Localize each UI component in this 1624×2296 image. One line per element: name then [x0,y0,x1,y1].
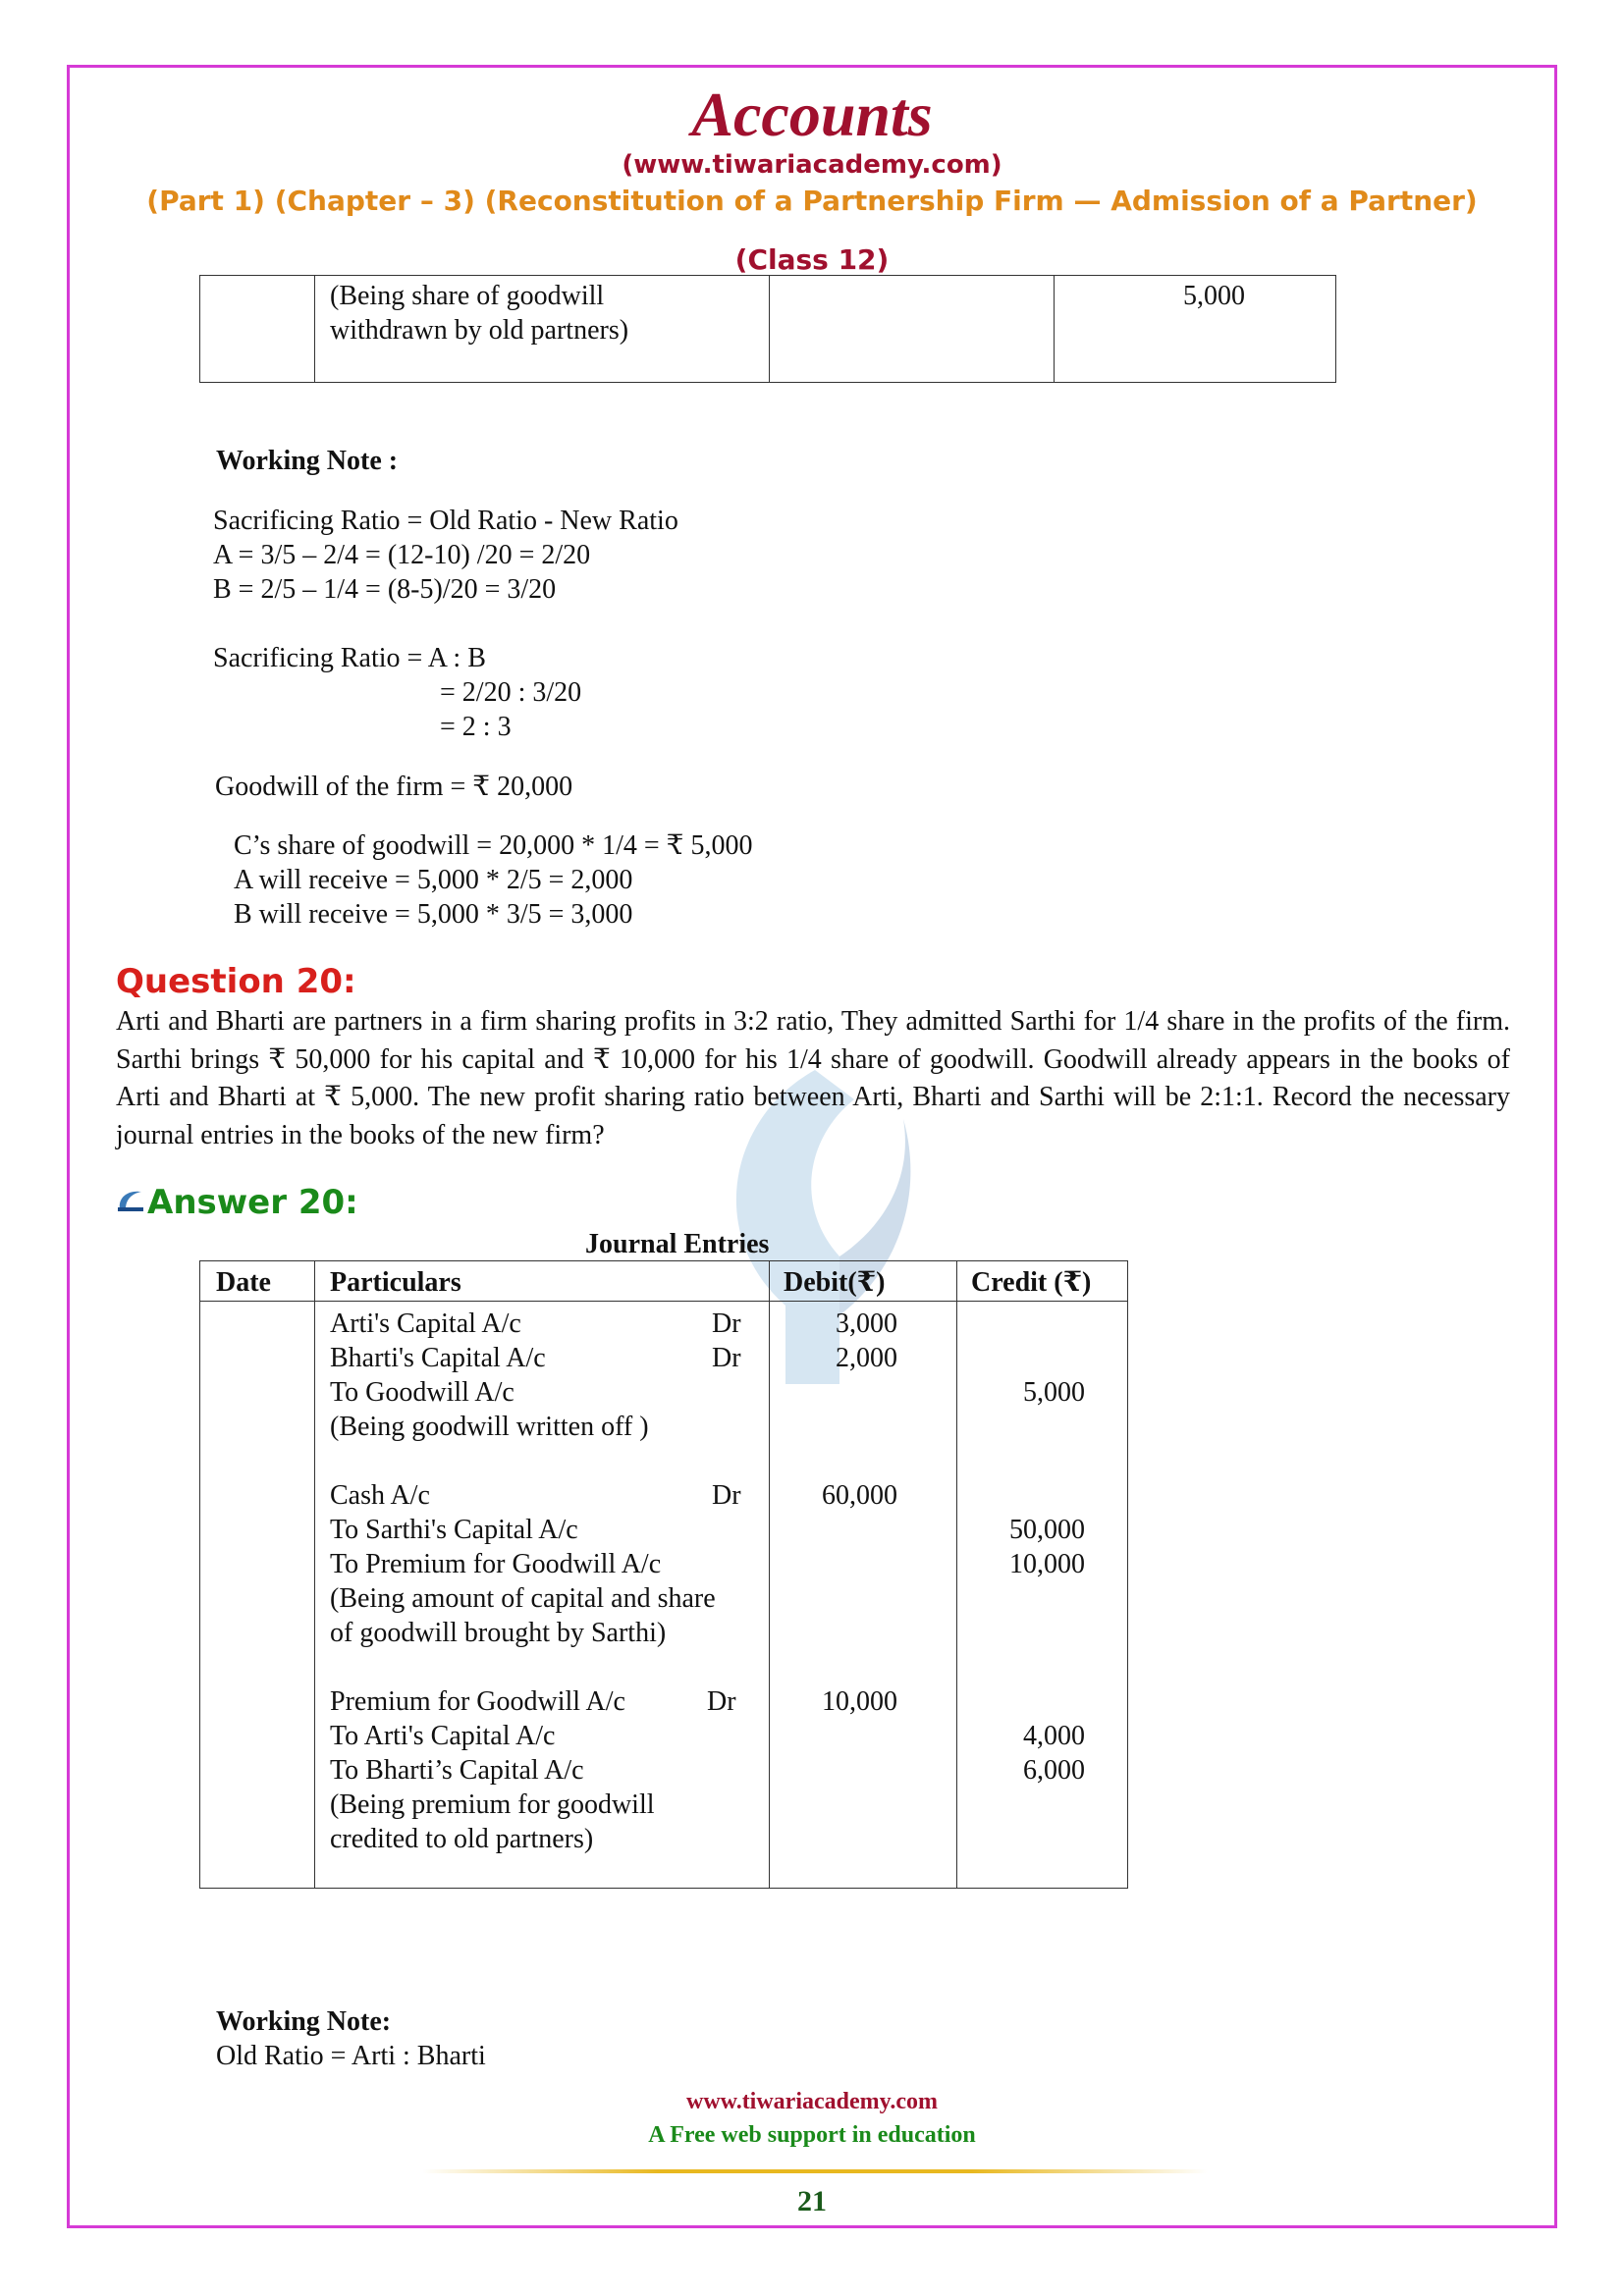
journal-narration: (Being amount of capital and share [330,1583,716,1614]
answer-logo-icon [116,1188,145,1213]
journal-particular: To Premium for Goodwill A/c [330,1549,662,1579]
journal-credit: 6,000 [1023,1755,1085,1786]
carryover-line1: (Being share of goodwill [330,281,605,311]
question-text: Arti and Bharti are partners in a firm sharing profits in 3:2 ratio, They admitted Sarthi for 1/4 share in the profits of the firm. Sarthi brings ₹ 50,000 for his capital and ₹ 10,000 for his 1/4 share of goodwill. Goodwill already appears in the books of Arti and Bharti at ₹ 5,000. The new profit sharing ratio between Arti, Bharti and Sarthi will be 2:1:1. Record the necessary journal entries in the books of the new firm? [116,1006,1510,1150]
journal-debit: 3,000 [836,1308,897,1339]
table-divider [314,1261,315,1888]
journal-particular: Arti's Capital A/c [330,1308,521,1339]
journal-debit: 10,000 [822,1686,897,1717]
journal-debit: 60,000 [822,1480,897,1511]
col-header-debit: Debit(₹) [784,1267,886,1298]
working-note-line: A will receive = 5,000 * 2/5 = 2,000 [234,865,633,895]
dr-label: Dr [712,1480,741,1511]
working-note-line: = 2 : 3 [440,712,512,742]
working-note-line: B will receive = 5,000 * 3/5 = 3,000 [234,899,633,930]
dr-label: Dr [712,1308,741,1339]
working-note-line: Goodwill of the firm = ₹ 20,000 [215,772,573,802]
working-note-line: Sacrificing Ratio = Old Ratio - New Ratio [213,506,678,536]
journal-particular: To Arti's Capital A/c [330,1721,556,1751]
journal-particular: Bharti's Capital A/c [330,1343,546,1373]
col-header-particulars: Particulars [330,1267,461,1298]
journal-credit: 4,000 [1023,1721,1085,1751]
journal-title: Journal Entries [585,1229,770,1259]
journal-debit: 2,000 [836,1343,897,1373]
chapter-heading: (Part 1) (Chapter – 3) (Reconstitution of a Partnership Firm — Admission of a Partner) [146,185,1478,217]
journal-narration: (Being goodwill written off ) [330,1412,649,1442]
footer-tagline: A Free web support in education [648,2122,976,2148]
journal-narration: (Being premium for goodwill [330,1789,655,1820]
question-heading: Question 20: [116,962,356,1001]
table-divider [1054,276,1055,382]
class-heading: (Class 12) [734,243,890,276]
working-note-heading: Working Note : [216,446,399,476]
working-note-heading: Working Note: [216,2006,392,2037]
dr-label: Dr [707,1686,736,1717]
carryover-line2: withdrawn by old partners) [330,315,629,346]
dr-label: Dr [712,1343,741,1373]
col-header-date: Date [216,1267,271,1298]
table-header-divider [200,1301,1127,1302]
working-note-line: = 2/20 : 3/20 [440,677,582,708]
table-divider [314,276,315,382]
working-note-line: Sacrificing Ratio = A : B [213,643,486,673]
working-note-line: C’s share of goodwill = 20,000 * 1/4 = ₹ 5,000 [234,830,753,861]
journal-particular: Premium for Goodwill A/c [330,1686,625,1717]
journal-narration: of goodwill brought by Sarthi) [330,1618,667,1648]
journal-credit: 10,000 [1009,1549,1085,1579]
page-title: Accounts [691,80,933,149]
journal-narration: credited to old partners) [330,1824,594,1854]
working-note-line: B = 2/5 – 1/4 = (8-5)/20 = 3/20 [213,574,557,605]
working-note-line: A = 3/5 – 2/4 = (12-10) /20 = 2/20 [213,540,591,570]
working-note-line: Old Ratio = Arti : Bharti [216,2041,486,2071]
carryover-credit: 5,000 [1183,281,1245,311]
col-header-credit: Credit (₹) [971,1267,1092,1298]
journal-particular: Cash A/c [330,1480,430,1511]
footer-divider [422,2169,1208,2173]
journal-particular: To Sarthi's Capital A/c [330,1515,578,1545]
page-number: 21 [797,2185,827,2217]
header-url[interactable]: (www.tiwariacademy.com) [622,150,1002,180]
journal-credit: 50,000 [1009,1515,1085,1545]
footer-url[interactable]: www.tiwariacademy.com [686,2089,938,2114]
journal-particular: To Goodwill A/c [330,1377,514,1408]
answer-heading: Answer 20: [147,1183,358,1222]
table-divider [769,276,770,382]
journal-particular: To Bharti’s Capital A/c [330,1755,584,1786]
journal-credit: 5,000 [1023,1377,1085,1408]
